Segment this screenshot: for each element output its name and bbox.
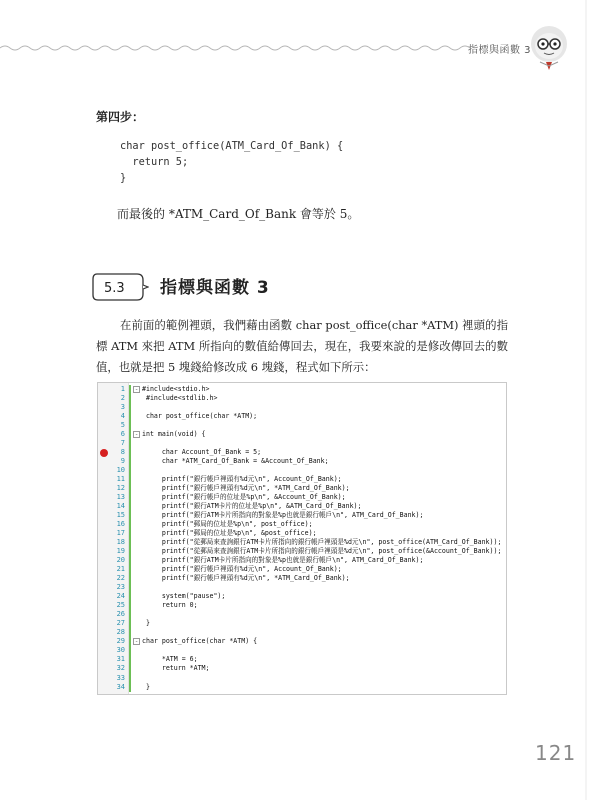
line-number: 2	[120, 394, 125, 403]
fold-slot	[133, 664, 141, 673]
code-lines	[142, 385, 504, 692]
line-number: 29	[116, 637, 125, 646]
code-line: printf("從郵局來查詢銀行ATM卡片所指向的銀行帳戶裡頭是%d元\n", post_office(ATM_Card_Of_Bank));	[142, 538, 502, 547]
fold-column	[133, 385, 141, 692]
code-line	[142, 674, 504, 683]
line-number: 18	[116, 538, 125, 547]
line-number: 25	[116, 601, 125, 610]
code-line	[142, 421, 504, 430]
line-number: 16	[116, 520, 125, 529]
line-number: 28	[116, 628, 125, 637]
code-line: return 0;	[142, 601, 198, 610]
fold-slot	[133, 394, 141, 403]
line-number: 26	[116, 610, 125, 619]
code-line: int main(void) {	[142, 430, 206, 439]
fold-slot	[133, 529, 141, 538]
fold-slot	[133, 511, 141, 520]
page-edge-decoration	[578, 0, 595, 800]
fold-slot	[133, 466, 141, 475]
code-line	[142, 583, 504, 592]
collapse-toggle-icon[interactable]: -	[134, 431, 139, 439]
code-snippet	[120, 138, 343, 186]
line-number: 11	[116, 475, 125, 484]
line-number: 9	[120, 457, 125, 466]
body-paragraph	[96, 315, 508, 378]
line-number: 22	[116, 574, 125, 583]
mascot-icon	[522, 22, 572, 72]
fold-slot	[133, 565, 141, 574]
line-number: 8	[120, 448, 125, 457]
code-line	[142, 646, 504, 655]
fold-slot	[133, 430, 141, 439]
line-number: 30	[116, 646, 125, 655]
code-line: }	[142, 682, 150, 691]
line-number: 10	[116, 466, 125, 475]
line-number: 31	[116, 655, 125, 664]
code-line: *ATM = 6;	[142, 655, 198, 664]
fold-slot	[133, 628, 141, 637]
collapse-toggle-icon[interactable]: -	[134, 386, 139, 393]
change-indicator-bar	[129, 385, 131, 692]
code-line: printf("銀行ATM卡片所指向的對象是%p也就是銀行帳戶\n", ATM_Card_Of_Bank);	[142, 556, 424, 565]
code-line: printf("從郵局來查詢銀行ATM卡片所指向的銀行帳戶裡頭是%d元\n", post_office(&Account_Of_Bank));	[142, 547, 502, 556]
fold-slot	[133, 610, 141, 619]
paragraph-text: 在前面的範例裡頭，我們藉由函數 char post_office(char *ATM) 裡頭的指標 ATM 來把 ATM 所指向的數值給傳回去，現在，我要來說的是修改傳回去的數值，也就是把 5 塊錢給修改成 6 塊錢，程式如下所示：	[96, 318, 508, 374]
line-number: 7	[120, 439, 125, 448]
line-number: 32	[116, 664, 125, 673]
line-number: 33	[116, 673, 125, 682]
result-note: 而最後的 *ATM_Card_Of_Bank 會等於 5。	[117, 207, 360, 221]
section-badge	[91, 271, 149, 303]
code-line	[142, 466, 504, 475]
code-editor-window	[97, 382, 507, 695]
code-line	[142, 610, 504, 619]
line-number: 13	[116, 493, 125, 502]
fold-slot	[133, 683, 141, 692]
code-line: printf("銀行ATM卡片所指向的對象是%p也就是銀行帳戶\n", ATM_Card_Of_Bank);	[142, 511, 424, 520]
line-number: 27	[116, 619, 125, 628]
fold-slot	[133, 646, 141, 655]
fold-slot	[133, 619, 141, 628]
code-line: printf("郵局的位址是%p\n", &post_office);	[142, 529, 317, 538]
snippet-line: char post_office(ATM_Card_Of_Bank) {	[120, 140, 344, 152]
snippet-line: }	[120, 172, 127, 184]
fold-slot	[133, 475, 141, 484]
code-line: printf("銀行帳戶裡頭有%d元\n", Account_Of_Bank);	[142, 475, 342, 484]
line-number: 1	[120, 385, 125, 393]
code-line: #include<stdio.h>	[142, 385, 210, 393]
section-badge-number: 5.3	[104, 281, 125, 296]
fold-slot	[133, 601, 141, 610]
code-line	[142, 403, 504, 412]
line-number: 6	[120, 430, 125, 439]
code-line	[142, 439, 504, 448]
header-wave-line	[0, 44, 470, 52]
fold-slot	[133, 520, 141, 529]
code-line: printf("郵局的位址是%p\n", post_office);	[142, 520, 313, 529]
fold-slot	[133, 439, 141, 448]
fold-slot	[133, 484, 141, 493]
code-line: return *ATM;	[142, 664, 210, 673]
code-line: printf("銀行ATM卡片的位址是%p\n", &ATM_Card_Of_Bank);	[142, 502, 362, 511]
fold-slot	[133, 556, 141, 565]
fold-slot	[133, 421, 141, 430]
line-number: 17	[116, 529, 125, 538]
line-number: 24	[116, 592, 125, 601]
code-line: printf("銀行帳戶裡頭有%d元\n", Account_Of_Bank);	[142, 565, 342, 574]
line-number: 5	[120, 421, 125, 430]
line-number: 20	[116, 556, 125, 565]
fold-slot	[133, 655, 141, 664]
code-line: #include<stdlib.h>	[142, 394, 218, 403]
breakpoint-icon	[100, 449, 108, 457]
fold-slot	[133, 403, 141, 412]
line-number: 34	[116, 682, 125, 691]
code-line: char *ATM_Card_Of_Bank = &Account_Of_Bank;	[142, 457, 329, 466]
code-line	[142, 628, 504, 637]
collapse-toggle-icon[interactable]: -	[134, 638, 139, 646]
line-number: 4	[120, 412, 125, 421]
code-line: printf("銀行帳戶裡頭有%d元\n", *ATM_Card_Of_Bank);	[142, 574, 350, 583]
code-line: char post_office(char *ATM);	[142, 412, 258, 421]
step-label: 第四步：	[96, 110, 145, 124]
fold-slot	[133, 592, 141, 601]
snippet-line: return 5;	[120, 156, 189, 168]
line-number: 3	[120, 403, 125, 412]
fold-slot	[133, 448, 141, 457]
section-title: 指標與函數 3	[160, 278, 270, 298]
line-number: 19	[116, 547, 125, 556]
line-number-column	[111, 385, 125, 692]
line-number: 12	[116, 484, 125, 493]
code-line: char Account_Of_Bank = 5;	[142, 448, 262, 457]
fold-slot	[133, 637, 141, 646]
fold-slot	[133, 457, 141, 466]
code-line: printf("銀行帳戶的位址是%p\n", &Account_Of_Bank);	[142, 493, 346, 502]
fold-slot	[133, 502, 141, 511]
running-header-title: 指標與函數 3	[468, 45, 532, 56]
code-line: char post_office(char *ATM) {	[142, 637, 258, 646]
line-number: 15	[116, 511, 125, 520]
code-line: }	[142, 619, 150, 628]
code-line: system("pause");	[142, 592, 226, 601]
fold-slot	[133, 547, 141, 556]
page-number: 121	[535, 741, 577, 765]
fold-slot	[133, 574, 141, 583]
fold-slot	[133, 412, 141, 421]
fold-slot	[133, 583, 141, 592]
fold-slot	[133, 674, 141, 683]
line-number: 23	[116, 583, 125, 592]
fold-slot	[133, 493, 141, 502]
line-number: 14	[116, 502, 125, 511]
fold-slot	[133, 538, 141, 547]
fold-slot	[133, 385, 141, 394]
code-line: printf("銀行帳戶裡頭有%d元\n", *ATM_Card_Of_Bank);	[142, 484, 350, 493]
line-number: 21	[116, 565, 125, 574]
